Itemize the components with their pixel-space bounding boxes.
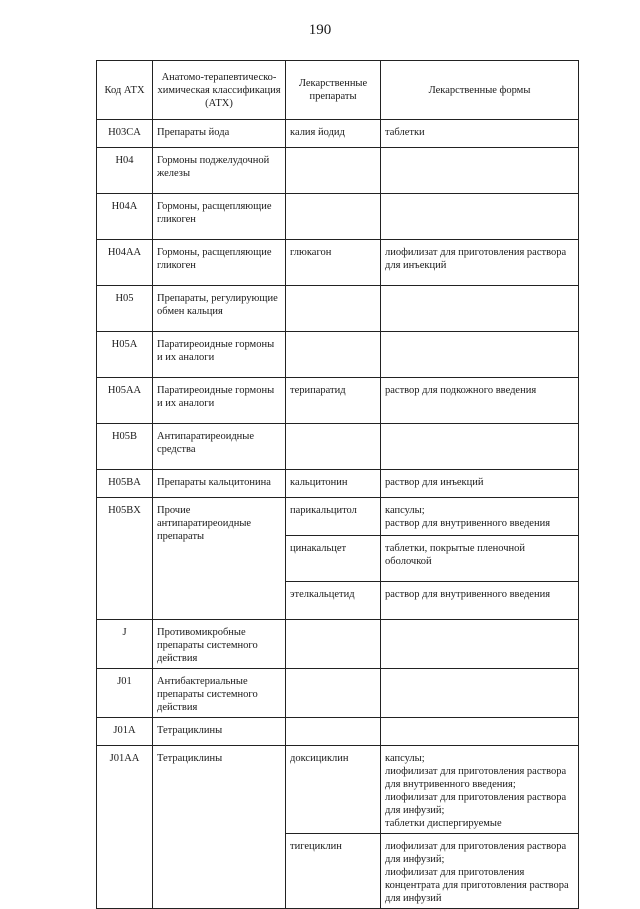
dosage-forms: [381, 286, 579, 332]
atc-classification: Паратиреоидные гормоны и их аналоги: [153, 378, 286, 424]
drug-name: [286, 669, 381, 718]
drug-name: [286, 286, 381, 332]
header-forms: Лекарственные формы: [381, 61, 579, 120]
atc-code: H04A: [97, 194, 153, 240]
atc-code: H05AA: [97, 378, 153, 424]
table-row: [97, 120, 579, 148]
drug-name: [286, 424, 381, 470]
dosage-forms: [381, 194, 579, 240]
table-row: [97, 718, 579, 746]
table-row: [97, 620, 579, 669]
atc-classification: Тетрациклины: [153, 718, 286, 746]
drug-name: кальцитонин: [286, 470, 381, 498]
dosage-form-line: таблетки: [385, 127, 425, 138]
drug-name: терипаратид: [286, 378, 381, 424]
table-row: [97, 332, 579, 378]
dosage-forms: [381, 240, 579, 286]
drug-name: тигециклин: [286, 834, 381, 909]
table-row: [97, 378, 579, 424]
dosage-form-line: раствор для внутривенного введения: [385, 589, 551, 600]
atc-classification: Препараты йода: [153, 120, 286, 148]
dosage-forms: [381, 378, 579, 424]
atc-classification: Тетрациклины: [153, 746, 286, 909]
atc-classification: Антибактериальные препараты системного действия: [153, 669, 286, 718]
drug-name: [286, 148, 381, 194]
table-row: [97, 498, 579, 536]
atc-classification: Паратиреоидные гормоны и их аналоги: [153, 332, 286, 378]
dosage-forms: [381, 582, 579, 620]
dosage-form-line: капсулы;: [385, 753, 425, 764]
atc-code: H05: [97, 286, 153, 332]
atc-classification: Препараты кальцитонина: [153, 470, 286, 498]
atc-classification: Антипаратиреоидные средства: [153, 424, 286, 470]
table-row: [97, 746, 579, 834]
dosage-forms: [381, 669, 579, 718]
drug-name: этелкальцетид: [286, 582, 381, 620]
atc-code: H05BX: [97, 498, 153, 620]
dosage-form-line: раствор для подкожного введения: [385, 385, 537, 396]
dosage-forms: [381, 424, 579, 470]
drug-name: [286, 620, 381, 669]
table-row: [97, 424, 579, 470]
dosage-form-line: лиофилизат для приготовления концентрата для приготовления раствора для инфузий: [385, 867, 569, 904]
dosage-form-line: раствор для внутривенного введения: [385, 518, 551, 529]
dosage-form-line: лиофилизат для приготовления раствора для внутривенного введения;: [385, 766, 567, 790]
dosage-form-line: капсулы;: [385, 505, 425, 516]
dosage-forms: [381, 498, 579, 536]
drug-name: [286, 718, 381, 746]
atc-code: H05B: [97, 424, 153, 470]
atc-classification: Прочие антипаратиреоидные препараты: [153, 498, 286, 620]
table-header-row: [97, 61, 579, 120]
dosage-form-line: лиофилизат для приготовления раствора для инфузий;: [385, 792, 567, 816]
atc-code: H04AA: [97, 240, 153, 286]
page-number: 190: [308, 22, 332, 38]
atc-code: H04: [97, 148, 153, 194]
atc-code: J01AA: [97, 746, 153, 909]
dosage-forms: [381, 718, 579, 746]
header-code: Код АТХ: [97, 61, 153, 120]
drug-name: глюкагон: [286, 240, 381, 286]
dosage-forms: [381, 332, 579, 378]
table-row: [97, 286, 579, 332]
dosage-forms: [381, 120, 579, 148]
dosage-forms: [381, 470, 579, 498]
table-row: [97, 240, 579, 286]
atc-code: J01: [97, 669, 153, 718]
dosage-forms: [381, 834, 579, 909]
atc-code: J01A: [97, 718, 153, 746]
dosage-form-line: раствор для инъекций: [385, 477, 484, 488]
table-row: [97, 148, 579, 194]
header-classification: Анатомо-терапевтическо-химическая классификация (АТХ): [153, 61, 286, 120]
dosage-form-line: лиофилизат для приготовления раствора для инфузий;: [385, 841, 567, 865]
atc-table: [96, 60, 579, 909]
table-row: [97, 669, 579, 718]
dosage-form-line: лиофилизат для приготовления раствора для инъекций: [385, 247, 567, 271]
dosage-forms: [381, 536, 579, 582]
drug-name: калия йодид: [286, 120, 381, 148]
dosage-forms: [381, 620, 579, 669]
atc-classification: Гормоны, расщепляющие гликоген: [153, 240, 286, 286]
drug-name: [286, 332, 381, 378]
atc-classification: Гормоны, расщепляющие гликоген: [153, 194, 286, 240]
atc-code: H05A: [97, 332, 153, 378]
atc-classification: Противомикробные препараты системного действия: [153, 620, 286, 669]
drug-name: парикальцитол: [286, 498, 381, 536]
atc-code: J: [97, 620, 153, 669]
dosage-forms: [381, 148, 579, 194]
atc-code: H03CA: [97, 120, 153, 148]
table-row: [97, 194, 579, 240]
header-drugs: Лекарственные препараты: [286, 61, 381, 120]
drug-name: цинакальцет: [286, 536, 381, 582]
dosage-form-line: таблетки диспергируемые: [385, 818, 502, 829]
table-row: [97, 470, 579, 498]
drug-name: [286, 194, 381, 240]
dosage-form-line: таблетки, покрытые пленочной оболочкой: [385, 543, 526, 567]
drug-name: доксициклин: [286, 746, 381, 834]
atc-classification: Препараты, регулирующие обмен кальция: [153, 286, 286, 332]
atc-code: H05BA: [97, 470, 153, 498]
atc-classification: Гормоны поджелудочной железы: [153, 148, 286, 194]
dosage-forms: [381, 746, 579, 834]
